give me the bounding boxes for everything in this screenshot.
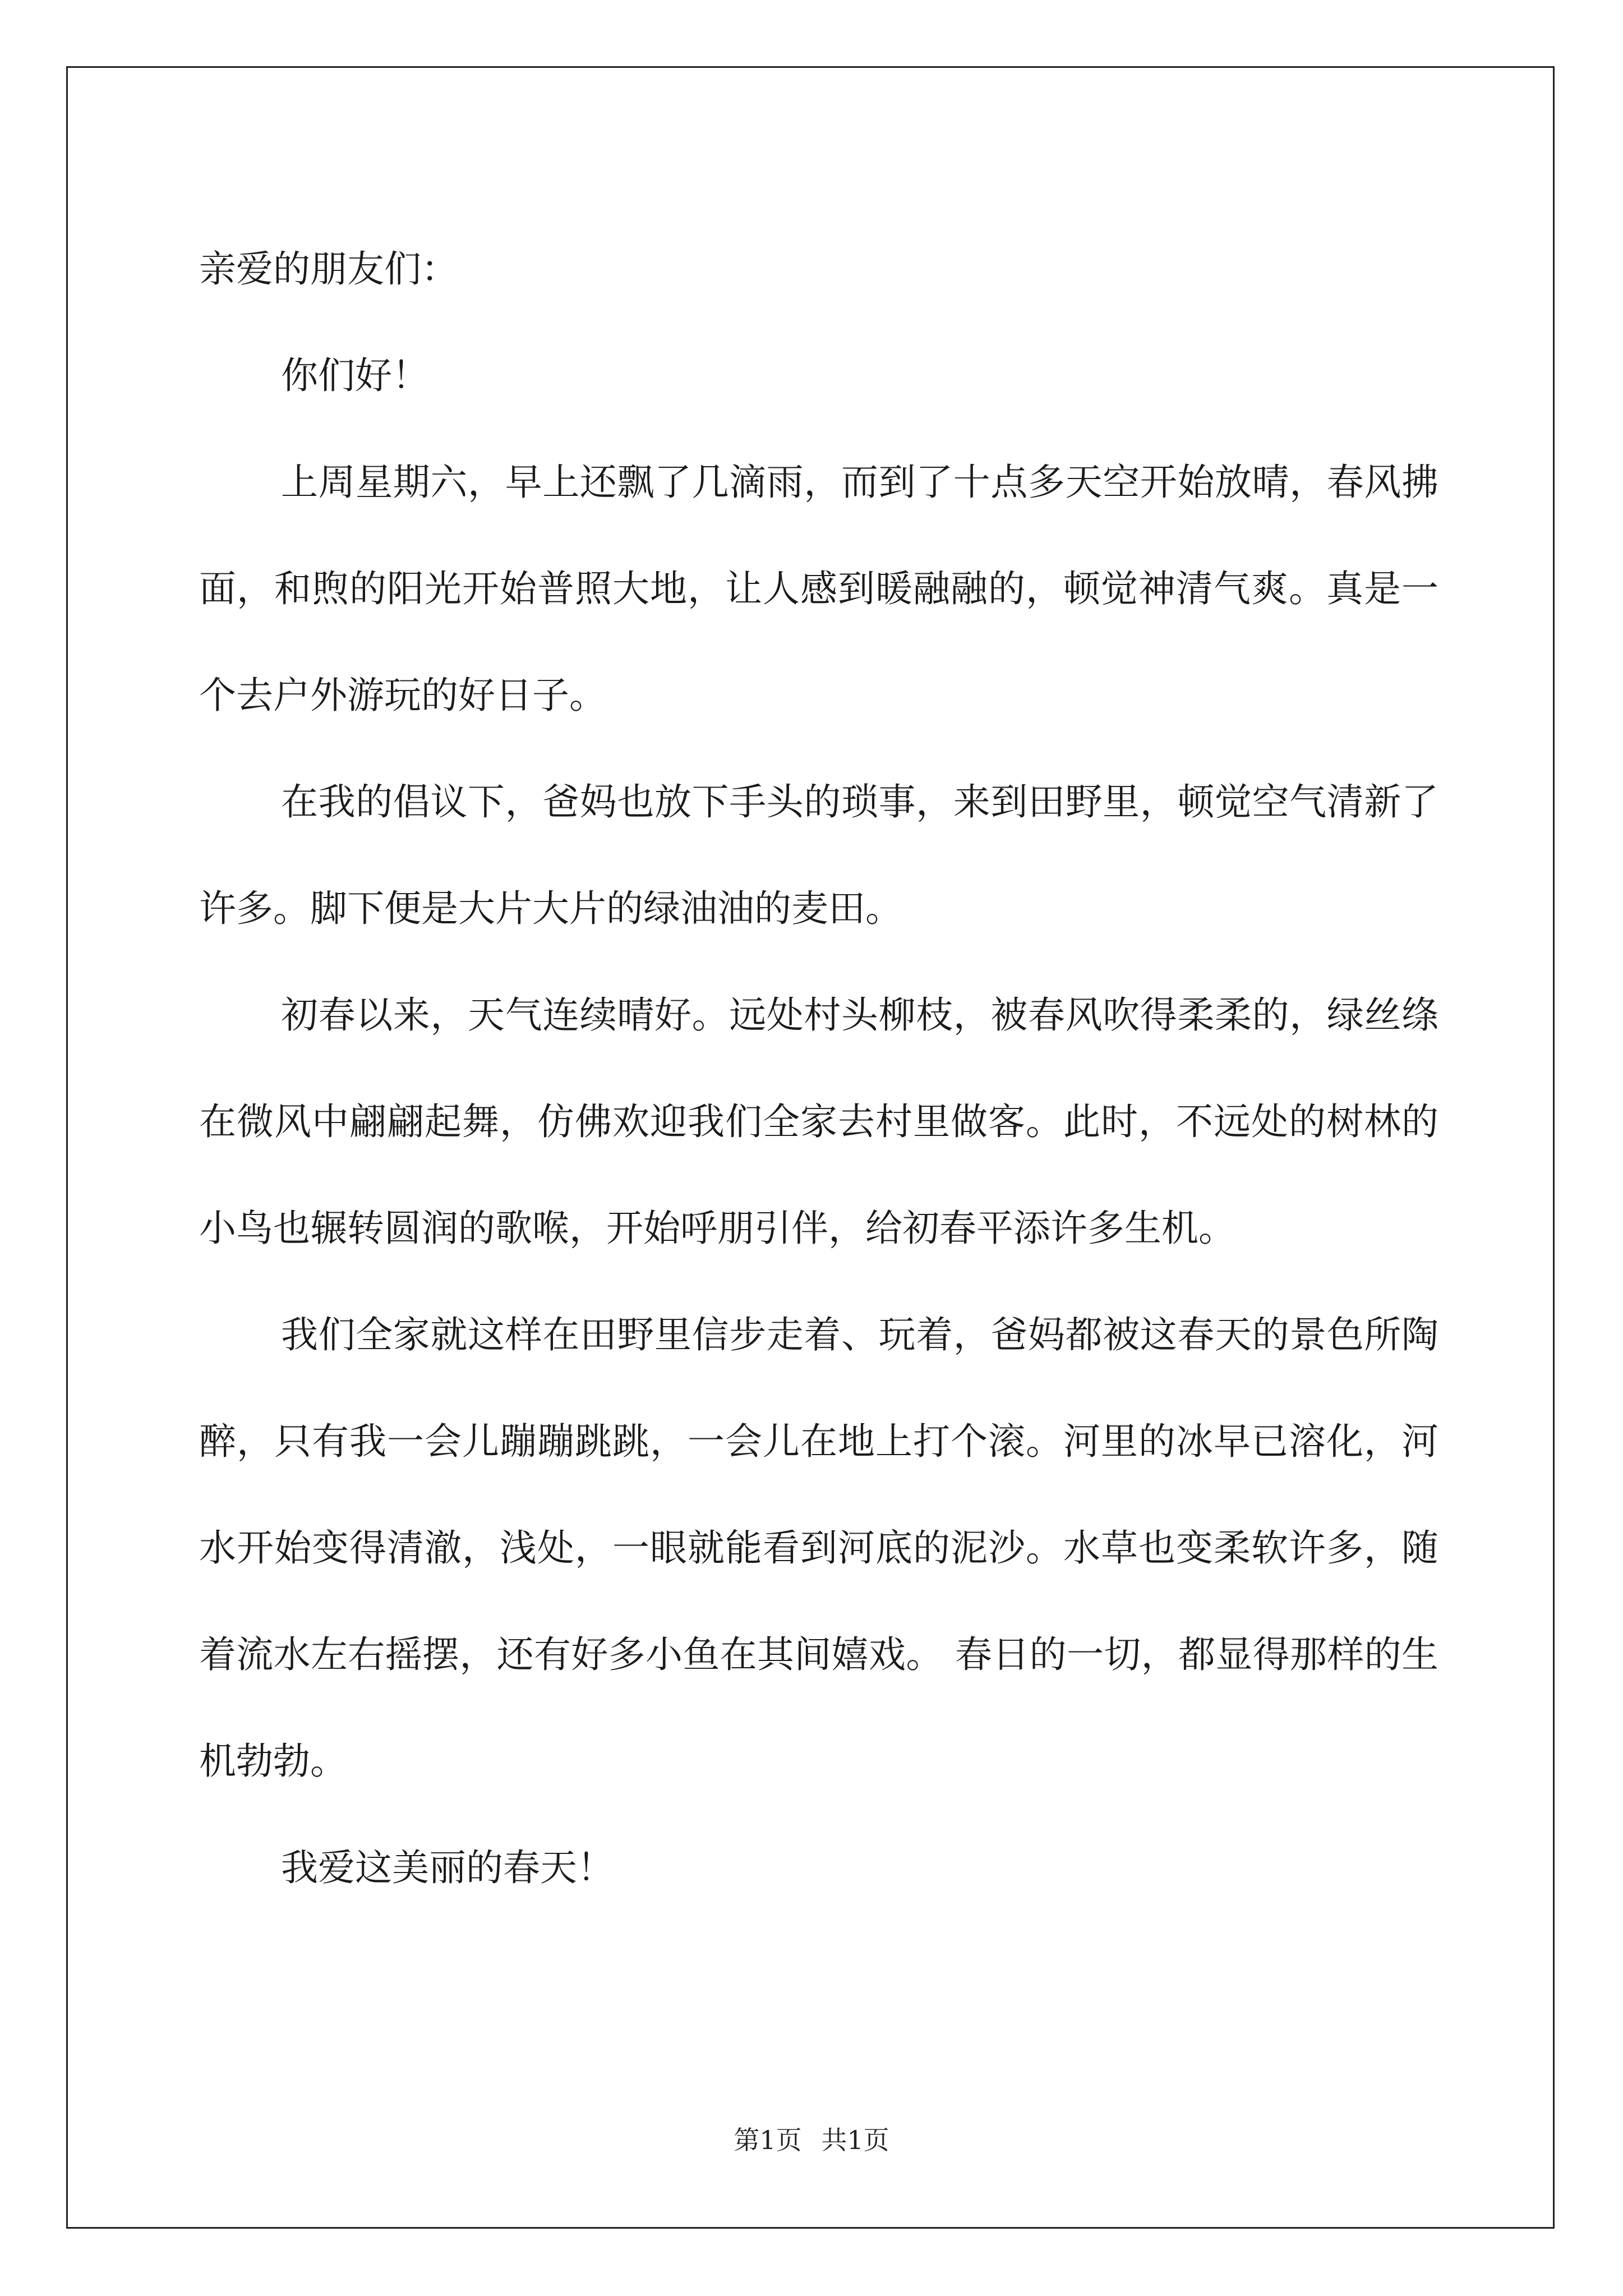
paragraph: 在我的倡议下，爸妈也放下手头的琐事，来到田野里，顿觉空气清新了许多。脚下便是大片大片的绿油油的麦田。 <box>199 780 1438 930</box>
page-footer <box>0 2123 1623 2157</box>
document-body <box>199 216 1438 1921</box>
paragraph: 我们全家就这样在田野里信步走着、玩着，爸妈都被这春天的景色所陶醉，只有我一会儿蹦蹦跳跳，一会儿在地上打个滚。河里的冰早已溶化，河水开始变得清澈，浅处，一眼就能看到河底的泥沙。水草也变柔软许多，随着流水左右摇摆，还有好多小鱼在其间嬉戏。 春日的一切，都显得那样的生机勃勃。 <box>199 1313 1438 1783</box>
paragraph: 你们好！ <box>281 354 429 397</box>
page-total: 共1页 <box>821 2125 889 2155</box>
paragraph: 初春以来，天气连续晴好。远处村头柳枝，被春风吹得柔柔的，绿丝绦在微风中翩翩起舞，仿佛欢迎我们全家去村里做客。此时，不远处的树林的小鸟也辗转圆润的歌喉，开始呼朋引伴，给初春平添许多生机。 <box>199 993 1438 1250</box>
paragraph: 我爱这美丽的春天！ <box>281 1846 614 1889</box>
page-number: 第1页 <box>734 2125 802 2155</box>
paragraph: 上周星期六，早上还飘了几滴雨，而到了十点多天空开始放晴，春风拂面，和煦的阳光开始普照大地，让人感到暖融融的，顿觉神清气爽。真是一个去户外游玩的好日子。 <box>199 461 1438 717</box>
greeting: 亲爱的朋友们： <box>199 247 458 291</box>
